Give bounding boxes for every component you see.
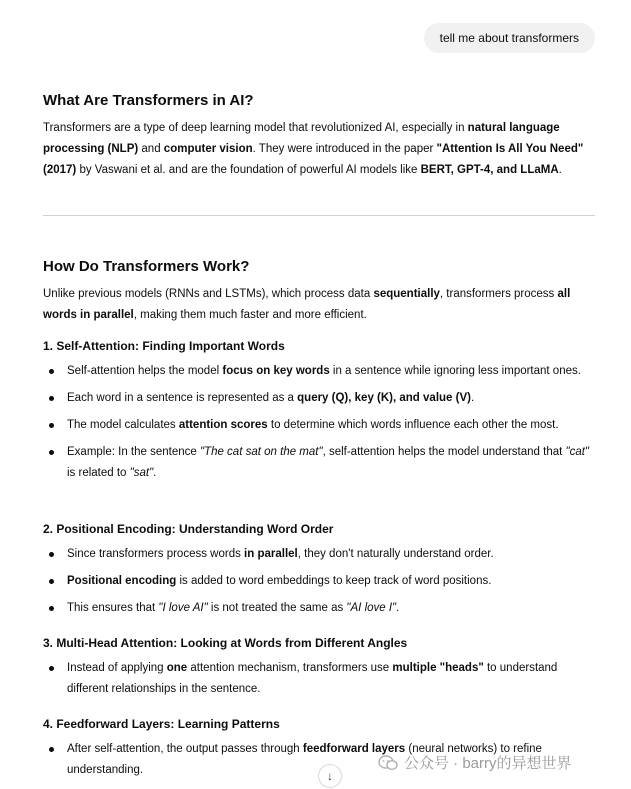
subheading-feedforward-layers: 4. Feedforward Layers: Learning Patterns [43, 717, 280, 731]
list-item: Instead of applying one attention mechanism, transformers use multiple "heads" to understand different relationships in the sentence. [43, 658, 595, 700]
list-item: This ensures that "I love AI" is not treated the same as "AI love I". [43, 598, 595, 619]
subheading-self-attention: 1. Self-Attention: Finding Important Words [43, 339, 285, 353]
section-title-how-transformers-work: How Do Transformers Work? [43, 258, 250, 275]
list-item: After self-attention, the output passes through feedforward layers (neural networks) to refine understanding. [43, 739, 595, 781]
section1-paragraph: Transformers are a type of deep learning model that revolutionized AI, especially in natural language processing (NLP) and computer vision. They were introduced in the paper "Attention Is All You Need" (2017) by Vaswani et al. and are the foundation of powerful AI models like BERT, GPT-4, and LLaMA. [43, 122, 584, 176]
list-item: Positional encoding is added to word embeddings to keep track of word positions. [43, 571, 595, 592]
list-item: Since transformers process words in parallel, they don't naturally understand order. [43, 544, 595, 565]
self-attention-list [43, 361, 595, 490]
arrow-down-icon: ↓ [327, 769, 333, 783]
user-message-bubble: tell me about transformers [424, 23, 595, 53]
multi-head-attention-list [43, 658, 595, 706]
watermark [378, 752, 572, 773]
subheading-positional-encoding: 2. Positional Encoding: Understanding Word Order [43, 522, 334, 536]
scroll-to-bottom-button[interactable] [318, 764, 342, 788]
section2-intro: Unlike previous models (RNNs and LSTMs), which process data sequentially, transformers process all words in parallel, making them much faster and more efficient. [43, 288, 571, 321]
list-item: Self-attention helps the model focus on key words in a sentence while ignoring less important ones. [43, 361, 595, 382]
list-item: Each word in a sentence is represented as a query (Q), key (K), and value (V). [43, 388, 595, 409]
section-divider [43, 215, 595, 216]
list-item: The model calculates attention scores to determine which words influence each other the most. [43, 415, 595, 436]
watermark-text: 公众号 · barry的异想世界 [404, 755, 572, 772]
section-title-what-are-transformers: What Are Transformers in AI? [43, 92, 254, 109]
wechat-icon [378, 755, 398, 771]
positional-encoding-list [43, 544, 595, 625]
list-item: Example: In the sentence "The cat sat on the mat", self-attention helps the model understand that "cat" is related to "sat". [43, 442, 595, 484]
subheading-multi-head-attention: 3. Multi-Head Attention: Looking at Words from Different Angles [43, 636, 408, 650]
